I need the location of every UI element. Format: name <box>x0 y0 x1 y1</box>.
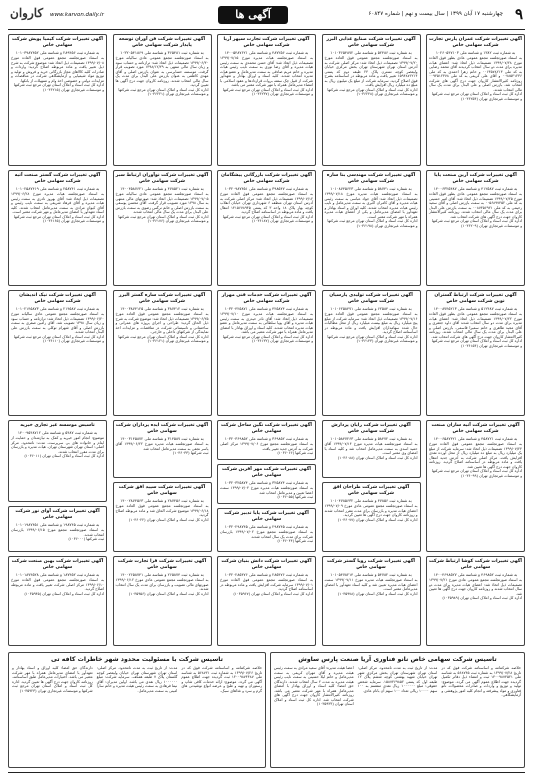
notice-footer: اداره کل ثبت اسناد و املاک استان تهران (۱۰۳۶۰۲۲) <box>128 517 209 522</box>
notice-box <box>8 506 107 552</box>
issue-date-line: چهارشنبه ۱۷ آبان ۱۳۹۹ | سال بیست و نهم | شماره ۶۰۸۴۷ <box>368 11 503 17</box>
page-header <box>8 4 525 30</box>
wide-notice-text: مدت: از تاریخ ثبت به مدت نامحدود. مرکز اصلی: استان تهران شهرستان تهران خیابان ولیعصر کوچه گلستان پلاک ۷ طبقه همکف. سرمایه شرکت: مبلغ ۱۰۰۰۰۰۰ ریال نقدی می باشد. اولین مدیران: آقای نیما فرهادی به سمت رئیس هیئت مدیره و خانم سارا امینی به سمت مدیرعامل. <box>96 666 178 693</box>
notice-footer: ثبت شرکتها (۱۰۳۶۰۶۶) <box>277 451 313 456</box>
notice-title: آگهی تغییرات شرکت پایا تدبیر شرکت سهامی خاص <box>224 511 309 522</box>
notice-footer: اداره کل ثبت اسناد و املاک استان تهران (۱۰۳۵۹۸۹) <box>442 596 522 601</box>
notice-registration: به شماره ثبت ۵۱۲۴۸۷ و شناسه ملی ۱۴۰۰۸۷۴۵۲۱۳ <box>433 306 518 311</box>
notice-footer: اداره کل ثبت اسناد و املاک استان تهران مرجع ثبت شرکتها و موسسات غیرتجاری تهران (۱۰۳۶۲۰۹) <box>431 219 522 228</box>
notice-body: به استناد صورتجلسه مجمع عمومی فوق العاده مورخ ۱۳۹۹/۰۷/۲۴ تصمیمات ذیل اتخاذ شد: سرمایه شرکت از مبلغ یک میلیارد ریال به مبلغ ده میلیارد ریال از محل آورده نقدی افزایش یافت. مرکز اصلی شرکت به آدرس جدید انتقال یافت و ماده مربوطه در اساسنامه اصلاح گردید. روزنامه کاروان جهت درج آگهی ها تعیین شد. <box>429 442 522 469</box>
notice-registration: به شماره ثبت ۴۷۸۵۲۱ و شناسه ملی ۱۴۰۰۴۵۸۷۶۲۱ <box>120 186 204 191</box>
wide-notice-right <box>270 652 525 768</box>
notice-registration: به شماره ثبت ۲۹۸۷۴۵ و شناسه ملی ۱۰۳۲۰۲۹۸۷۴۵ <box>224 524 309 529</box>
notice-box <box>113 420 212 478</box>
notice-footer: ثبت شرکتها (۱۰۳۶۰۳۳) <box>172 451 209 456</box>
notice-box <box>113 290 212 416</box>
notice-footer: اداره کل ثبت اسناد و املاک استان تهران مرجع ثبت شرکتها و موسسات غیرتجاری تهران (۱۰۳۶۰۹۹) <box>431 469 522 478</box>
notice-title: آگهی تغییرات شرکت نوآوران ارتباط سبز شرکت سهامی خاص <box>115 173 209 184</box>
notice-body: به استناد صورتجلسه مجمع عمومی فوق العاده مورخ ۱۳۹۹/۰۷/۲۰ تصمیمات ذیل اتخاذ شد: مرکز اصلی شرکت به آدرس استان تهران شهرستان تهران بخش مرکزی خیابان ولیعصر کوچه نسترن پلاک ۲۴ طبقه دوم کد پستی ۱۵۹۴۸۷۶۲۱۴ تغییر یافت و ماده مربوطه در اساسنامه بشرح فوق اصلاح گردید. سرمایه شرکت از مبلغ یک میلیون ریال به مبلغ ده میلیارد ریال افزایش یافت. <box>324 56 418 88</box>
notice-body: به استناد صورتجلسه مجمع عمومی فوق العاده مورخ ۱۳۹۹/۰۷/۰۱ سرمایه شرکت افزایش یافت و ماده مربوطه در اساسنامه اصلاح گردید. <box>220 578 313 592</box>
notice-body: به استناد صورتجلسه مجمع عمومی عادی مورخ ۱۳۹۹/۰۷/۲۱ تصمیمات ذیل اتخاذ شد: اعضای هیات مدیره برای مدت دو سال انتخاب شدند و روزنامه کاروان جهت درج آگهی ها تعیین شد. <box>429 578 522 596</box>
notice-box <box>426 420 525 552</box>
notice-body: به استناد صورتجلسه هیات مدیره مورخ ۱۳۹۹/۰۷/۱۰ تصمیمات ذیل اتخاذ شد: آقای نادر حیدری به سمت رئیس هیات مدیره و آقای پویا سلطانی به سمت مدیرعامل و عضو هیات مدیره انتخاب شدند. کلیه اسناد و اوراق بهادار با امضای مدیرعامل همراه با مهر شرکت معتبر می باشد. <box>220 312 313 335</box>
notice-body: به استناد صورتجلسه مجمع عمومی عادی سالیانه مورخ ۱۳۹۹/۰۶/۳۰ تصمیمات ذیل اتخاذ شد: ترازنامه و حساب سود و زیان سال مالی منتهی به ۱۳۹۸/۱۲/۲۹ مورد تصویب قرار گرفت. موسسه حسابرسی به عنوان بازرس اصلی و آقای مهدی کاظمی به عنوان بازرس علی البدل برای مدت یک سال مالی انتخاب شدند. روزنامه کاروان جهت درج آگهی ها تعیین گردید. <box>115 56 209 88</box>
website-url[interactable]: www.karvon.daily.ir <box>50 12 104 18</box>
notice-body: به استناد صورتجلسه هیات مدیره مورخ ۱۳۹۹/۰۷/۱۱ سمت اعضای هیات مدیره تعیین شد و کلیه اسناد تعهدآور با امضای مدیرعامل معتبر است. <box>324 578 418 592</box>
notice-body: به استناد صورتجلسه مجمع مورخ ۱۳۹۹/۰۷/۰۲ بازرسان شرکت برای مدت یک سال انتخاب شدند. <box>220 530 313 539</box>
notice-body: به استناد صورتجلسه مجمع عمومی فوق العاده مورخ ۱۳۹۹/۰۶/۱۸ موضوع شرکت الحاق شد و ماده مربوطه اصلاح گردید. <box>115 504 209 518</box>
notice-box <box>113 556 212 646</box>
wide-notice-columns <box>274 666 521 707</box>
notice-title: آگهی تغییرات شرکت فرا تجارت شرکت سهامی خاص <box>117 559 207 570</box>
notice-registration: به شماره ثبت ۲۵۸۷۴۱ و شناسه ملی ۱۰۱۰۲۵۸۷۴۱۹ <box>15 186 100 191</box>
notice-registration: به شماره ثبت ۱۸۷۴۵۲ و شناسه ملی ۱۰۱۰۱۸۷۴۵۲۸ <box>15 572 100 577</box>
notice-box <box>426 556 525 646</box>
notice-title: آگهی تغییرات شرکت آرین صنعت پایا شرکت سهامی خاص <box>434 173 517 184</box>
wide-notice-title: تاسیس شرکت سهامی خاص نانو فناوری آریا صنعت پارس ساوش <box>298 656 497 663</box>
notice-footer: اداره کل ثبت اسناد و املاک استان تهران (۱۰۳۵۹۶۷) <box>233 591 313 596</box>
notice-registration: به شماره ثبت ۴۶۹۸۵۲ و شناسه ملی ۱۴۰۰۴۶۹۸۵۲۷ <box>433 572 518 577</box>
notice-footer: اداره کل ثبت اسناد و املاک استان تهران مرجع ثبت شرکتها و موسسات غیرتجاری تهران (۱۰۳۶۱۴۳) <box>327 334 418 344</box>
notice-title: آگهی تغییرات شرکت سپید افق شرکت سهامی خاص <box>118 485 206 496</box>
notice-box <box>217 556 316 646</box>
notice-registration: به شماره ثبت ۱۳۸۲ و شناسه ملی ۱۰۲۶۰۵۴۷۱۰۳ <box>435 50 516 55</box>
notice-registration: به شماره ثبت ۳۶۵۴۸۱ و شناسه ملی ۱۰۳۲۰۵۴۱۸۶۹ <box>120 50 204 55</box>
notice-box <box>113 170 212 286</box>
notice-box <box>322 420 421 478</box>
notice-box <box>8 34 107 166</box>
notice-registration: به شماره ثبت ۵۲۴۸۶ و شناسه ملی ۱۰۱۰۳۶۵۴۸۷۲ <box>330 50 412 55</box>
notice-registration: به شماره ثبت ۲۶۵۸۷۴ و شناسه ملی ۱۴۰۰۲۶۵۸۷۴۱ <box>120 572 204 577</box>
notice-registration: به شماره ثبت ۳۲۵۸۷۴ و شناسه ملی ۱۰۳۲۰۳۲۵۸۷۴ <box>224 480 309 485</box>
notice-registration: به شماره ثبت ۲۸۹۴۵۶ و شناسه ملی ۱۰۱۰۳۹۸۷۴۵۲ <box>15 50 100 55</box>
notice-box <box>217 508 316 552</box>
notice-body: به استناد صورتجلسه مجمع عمومی فوق العاده مورخ ۱۳۹۹/۰۷/۱۲ تصمیمات ذیل اتخاذ شد: مرکز اصلی شرکت به آدرس استان تهران منطقه ۶ شهرداری تهران خیابان انقلاب کوچه بهار پلاک ۱۸ واحد ۳ کد پستی ۱۴۱۵۶۷۸۹۴۵ انتقال یافت و ماده مربوطه در اساسنامه اصلاح گردید. <box>220 192 313 215</box>
wide-notice-title: تاسیس شرکت با مسئولیت محدود شهر خاطرات کافه تی <box>51 656 223 663</box>
notice-title: آگهی تغییرات شرکت گستر صنعت آتیه شرکت سهامی خاص <box>14 173 101 184</box>
notice-title: آگهی تغییرات شرکت سازه گستر البرز شرکت سهامی خاص <box>118 293 206 304</box>
notice-body: به استناد صورتجلسه مجمع عمومی عادی سالیانه مورخ ۱۳۹۹/۰۷/۰۵ تصمیمات ذیل اتخاذ شد: صورتهای مالی منتهی به سال ۱۳۹۸ مورد تصویب قرار گرفت. آقای محسن یوسفی به سمت بازرس اصلی و خانم نرگس رضوی به سمت بازرس علی البدل برای مدت یک سال مالی انتخاب شدند. <box>115 192 209 215</box>
wide-notice-left <box>8 652 266 768</box>
notice-footer: ثبت شرکتها (۱۰۳۶۰۰۰) <box>68 537 104 542</box>
notice-title: آگهی تغییرات شرکت فن آوران توسعه پایدار شرکت سهامی خاص <box>118 37 206 48</box>
notice-body: به استناد صورتجلسه مجمع عمومی فوق العاده مورخ ۱۳۹۹/۰۷/۰۸ تصمیمات ذیل اتخاذ شد: موضوع شرکت به شرح ذیل تغییر یافت و ماده مربوطه اصلاح گردید: واردات و صادرات کلیه کالاهای مجاز بازرگانی خرید و فروش و تولید و توزیع مواد شیمیایی و آزمایشگاهی شرکت در مناقصات و مزایدات دولتی و خصوصی اخذ وام و تسهیلات از بانکها. <box>11 56 104 83</box>
wide-notice-text: خلاصه شرکتنامه و اساسنامه شرکت فوق که در تاریخ ۱۳۹۹/۰۷/۲۶ به شماره ثبت ۵۶۸۷۲۱ به شناسه ملی ۱۴۰۰۹۸۷۴۴۸۷ ثبت گردیده جهت اطلاع عموم آگهی می گردد. موضوع: ارائه خدمات کافی شاپ و رستوران و تهیه و طبخ و عرضه انواع نوشیدنی های گرم و سرد و غذاهای سبک. <box>181 666 262 693</box>
notice-footer: اداره کل ثبت اسناد و املاک استان تهران (۱۰۳۶۰۸۸) <box>337 455 418 460</box>
notice-title: آگهی تغییرات شرکت تجارت سپهر آریا شرکت سهامی خاص <box>223 37 310 48</box>
notice-registration: به شماره ثبت ۲۸۵۴۷۶ و شناسه ملی ۱۰۳۲۰۲۸۵۴۷۶ <box>224 572 309 577</box>
notice-body: به استناد صورتجلسه مجمع عمومی فوق العاده مورخ ۱۳۹۹/۰۶/۱۰ مرکز اصلی شرکت تغییر یافت و ماده مربوطه اصلاح گردید. <box>11 578 104 592</box>
notice-footer: اداره کل ثبت اسناد و املاک استان تهران مرجع ثبت شرکتها و موسسات غیرتجاری تهران (۱۰۳۶۱۹۸) <box>327 219 418 228</box>
notice-registration: به شماره ثبت ۳۱۴۵۸۷ و شناسه ملی ۱۴۰۰۳۱۴۵۸۷۲ <box>120 436 204 441</box>
notice-registration: به شماره ثبت ۴۲۵۸۷۴ و شناسه ملی ۱۰۳۲۰۴۲۵۸۷۱ <box>224 306 309 311</box>
newspaper-brand: کاروان <box>10 6 44 20</box>
notice-footer: اداره کل ثبت اسناد و املاک استان تهران (۱۰۳۶۰۷۷) <box>337 517 418 522</box>
notice-box <box>426 290 525 416</box>
notice-body: به استناد صورتجلسه مجمع عمومی عادی بطور فوق العاده مورخ ۱۳۹۹/۰۷/۲۵ تصمیمات ذیل اتخاذ شد: آقای امیر حسینی به کد ملی ۰۰۵۶۸۹۷۴۵۲ به سمت بازرس اصلی و آقای سعید رحیمی به کد ملی ۰۰۸۷۴۵۶۹۲۱ به سمت بازرس علی البدل برای مدت یک سال مالی انتخاب شدند. روزنامه کثیرالانتشار کاروان جهت درج آگهی های شرکت انتخاب شد. <box>429 192 523 219</box>
notice-box <box>217 34 316 166</box>
notice-box <box>8 170 107 286</box>
notice-box <box>322 556 421 646</box>
footer-rule <box>8 772 525 773</box>
notice-title: آگهی تغییرات شرکت خدمات فنی مهراز شرکت سهامی خاص <box>221 293 312 304</box>
notice-registration: به شماره ثبت ۱۹۸۷۴۵ و شناسه ملی ۱۰۱۰۱۹۸۷۴۵۱ <box>15 522 100 527</box>
notice-footer: اداره کل ثبت اسناد و املاک استان تهران (۱۰۳۵۹۷۸) <box>337 591 418 596</box>
notice-box <box>217 420 316 460</box>
notice-title: آگهی تغییرات شرکت آوای نور شرکت سهامی خاص <box>15 509 100 520</box>
notice-body: موضوع: انجام امور خیریه و کمک به نیازمندان و حمایت از ایتام و خانواده های بی سرپرست. مدت: نامحدود. مرکز اصلی: استان تهران شهرستان تهران. هیات مدیره و بازرسان برای مدت مقرر انتخاب شدند. <box>11 436 104 454</box>
notice-box <box>113 34 212 166</box>
notice-box <box>8 556 107 646</box>
notice-footer: اداره کل ثبت اسناد و املاک استان تهران مرجع ثبت شرکتها و موسسات غیرتجاری تهران (۱۰۳۶۱۶۵) <box>13 214 104 224</box>
notice-title: آگهی تغییرات شرکت مهر آفرین شرکت سهامی خاص <box>222 467 311 478</box>
notice-box <box>217 170 316 286</box>
notice-footer: اداره کل ثبت اسناد و املاک استان تهران (۱۰۳۶۰۱۱) <box>24 454 104 459</box>
notice-title: آگهی تغییرات شرکت ارتباط گستران نوین شرکت سهامی خاص <box>434 293 517 304</box>
notice-registration: به شماره ثبت ۳۹۸۵۴۷ و شناسه ملی ۱۰۳۲۰۹۸۷۴۵۱ <box>224 186 309 191</box>
notice-box <box>426 34 525 166</box>
notice-title: آگهی تغییرات شرکت صنایع غذایی البرز شرکت سهامی خاص <box>326 37 416 48</box>
notice-registration: به شماره ثبت ۵۸۴۷۲ و شناسه ملی ۱۰۱۰۵۸۴۷۲۶۳ <box>330 436 412 441</box>
notice-footer: اداره کل ثبت اسناد و املاک استان تهران مرجع ثبت شرکتها و موسسات غیرتجاری تهران (۱۰۳۶۲۵۴) <box>431 92 522 101</box>
notice-body: به استناد صورتجلسه مجمع عمومی فوق العاده مورخ ۱۳۹۹/۰۷/۱۶ تصمیمات ذیل اتخاذ شد: سرمایه شرکت از مبلغ پنج میلیارد ریال به مبلغ بیست میلیارد ریال از محل مطالبات حال شده سهامداران افزایش یافت و ماده مربوطه در اساسنامه اصلاح گردید. <box>324 312 418 335</box>
notice-box <box>322 482 421 552</box>
section-logo: آگهی ها <box>218 6 288 24</box>
notice-title: آگهی تغییرات شرکت تولیدی پارسیان شرکت سهامی خاص <box>329 293 413 304</box>
notice-registration: به شماره ثبت ۴۷۸۵۶ و شناسه ملی ۱۰۱۰۴۷۸۵۶۳۲ <box>330 498 412 503</box>
notice-body: به استناد صورتجلسه مجمع عمومی عادی بطور فوق العاده مورخ ۱۳۹۹/۰۷/۲۸ تصمیمات ذیل اتخاذ شد: اعضای هیات مدیره برای مدت دو سال انتخاب گردیدند آقای محمد رضایی به کد ملی ۰۰۶۴۵۷۸۲۱۳ و خانم زهرا احمدی به کد ملی ۰۰۷۸۵۴۱۲۳۶ و آقای علی کریمی به کد ملی ۰۰۹۴۵۱۲۳۷۸ روزنامه کثیرالانتشار کاروان جهت درج آگهی های شرکت انتخاب شد. بازرس اصلی و علی البدل برای مدت یک سال مالی انتخاب شدند. <box>429 56 522 92</box>
notice-footer: اداره کل ثبت اسناد و املاک استان تهران مرجع ثبت شرکتها و موسسات غیرتجاری تهران (۱۰۳۶۱۸۷) <box>222 214 313 224</box>
notice-body: به استناد صورتجلسه هیات مدیره مورخ ۱۳۹۹/۰۷/۱۴ آقای حمید اسدی به سمت مدیرعامل انتخاب شد و کلیه اسناد با امضای وی معتبر است. <box>324 442 418 456</box>
wide-notice-text: مدت: از تاریخ ثبت به مدت نامحدود. مرکز اصلی: استان تهران شهرستان تهران بخش مرکزی شهر تهران خیابان شهید بهشتی کوچه ششم پلاک ۱۲ طبقه اول کد پستی ۱۵۸۷۴۶۹۸۵۲. سرمایه شخص حقوقی: مبلغ ۱۰۰۰۰۰۰ ریال نقدی منقسم به ۱۰۰ سهم ۱۰۰۰۰ ریالی تعداد ۱۰۰ سهم آن بانام عادی. <box>357 666 438 693</box>
notice-title: آگهی تغییرات شرکت کوشا ارتباط شرکت سهامی خاص <box>429 559 522 570</box>
notice-title: آگهی تغییرات شرکت نیک اندیشان شرکت سهامی خاص <box>19 293 96 304</box>
notice-footer: ثبت شرکتها (۱۰۳۶۰۵۵) <box>277 495 313 500</box>
notice-title: آگهی تغییرات شرکت آتیه سازان صنعت شرکت سهامی خاص <box>431 423 520 434</box>
notice-footer: اداره کل ثبت اسناد و املاک استان تهران مرجع ثبت شرکتها و موسسات غیرتجاری تهران (۱۰۳۶۱۱۰) <box>13 334 104 344</box>
notice-box <box>217 290 316 416</box>
notice-title: آگهی تغییرات شرکت بهین صنعت شرکت سهامی خاص <box>11 559 104 570</box>
notice-footer: اداره کل ثبت اسناد و املاک استان تهران مرجع ثبت شرکتها و موسسات غیرتجاری تهران (۱۰۳۶۱۲۱) <box>118 334 209 344</box>
notice-body: به استناد صورتجلسه هیات مدیره مورخ ۱۳۹۹/۰۷/۱۵ تصمیمات ذیل اتخاذ شد: آقای حسن محمدی به سمت رئیس هیات مدیره و آقای رضا نوری به سمت نایب رئیس هیات مدیره و خانم مریم صادقی به سمت مدیرعامل و عضو هیات مدیره انتخاب شدند. کلیه اسناد و اوراق بهادار و تعهدآور شرکت از قبیل چک سفته بروات قراردادها و عقود اسلامی با امضاء مدیرعامل همراه با مهر شرکت معتبر می باشد. <box>220 56 313 88</box>
notice-registration: به شماره ثبت ۵۴۸۷ و شناسه ملی ۱۴۰۰۹۵۴۸۷۱۲ <box>17 430 98 435</box>
wide-notice-text: خلاصه شرکتنامه و اساسنامه شرکت فوق که در تاریخ ۱۳۹۹/۰۷/۲۸ به شماره ثبت ۵۶۸۷۴۵ به شناسه ملی ۱۴۰۰۹۸۷۴۵۲۱ ثبت و امضاء ذیل دفاتر تکمیل گردیده جهت اطلاع عموم آگهی می گردد. موضوع: تولید و توزیع و واردات و صادرات محصولات نانو فناوری و مواد پیشرفته و انجام کلیه امور پژوهشی و آزمایشگاهی. <box>441 666 521 698</box>
notice-box <box>217 464 316 504</box>
notice-title: آگهی تغییرات شرکت دانش بنیان شرکت سهامی خاص <box>221 559 312 570</box>
notice-box <box>322 170 421 286</box>
notice-body: به استناد صورتجلسه هیات مدیره مورخ ۱۳۹۹/۰۷/۰۴ سمت اعضا تعیین و مدیرعامل انتخاب شد. <box>220 486 314 495</box>
notice-registration: به شماره ثبت ۲۱۴۵۸۷ و شناسه ملی ۱۰۱۰۲۱۴۵۸۷۳ <box>15 306 100 311</box>
notice-title: آگهی تغییرات شرکت کیمیا پویش شرکت سهامی خاص <box>12 37 103 48</box>
notice-registration: به شماره ثبت ۴۱۲۵۸۷ و شناسه ملی ۱۴۰۰۶۳۲۵۴۸۷ <box>433 186 518 191</box>
notice-registration: به شماره ثبت ۴۵۸۷۲۱ و شناسه ملی ۱۴۰۰۶۵۸۷۴۲۱ <box>433 436 518 441</box>
notice-title: آگهی تغییرات شرکت نگین ساحل شرکت سهامی خاص <box>221 423 312 434</box>
notices-grid <box>8 34 525 646</box>
notice-box <box>322 34 421 166</box>
notice-registration: به شماره ثبت ۵۸۷۴۱ و شناسه ملی ۱۰۱۰۸۷۴۵۶۲۳ <box>330 186 412 191</box>
notice-footer: اداره کل ثبت اسناد و املاک استان تهران (۱۰۳۵۹۵۶) <box>128 591 209 596</box>
notice-body: به استناد صورتجلسه مجمع عمومی فوق العاده مورخ ۱۳۹۹/۰۶/۲۵ تصمیمات ذیل اتخاذ شد: موضوع شرکت به شرح ذیل الحاق گردید: طراحی و اجرای پروژه های عمرانی و ساختمانی و تاسیساتی شرکت در مناقصات و مزایدات اخذ نمایندگی از شرکتهای داخلی و خارجی. <box>115 312 209 335</box>
notice-registration: به شماره ثبت ۶۲۵۸۴ و شناسه ملی ۱۰۱۰۶۲۵۸۴۷۱ <box>330 306 412 311</box>
notice-box <box>426 170 525 286</box>
notice-footer: اداره کل ثبت اسناد و املاک استان تهران مرجع ثبت شرکتها و موسسات غیرتجاری تهران (۱۰۳۶۱۳۲) <box>222 334 313 344</box>
wide-notice-text: دارندگان حق امضا: کلیه اوراق و اسناد بهادار و تعهدآور با امضای مدیرعامل همراه با مهر شرکت معتبر می باشد. اختیارات مدیرعامل طبق اساسنامه. روزنامه کاروان جهت درج آگهی ها تعیین گردید. اداره کل ثبت اسناد و املاک استان تهران مرجع ثبت شرکتها و موسسات غیرتجاری تهران (۱۰۳۵۹۲۳) <box>11 666 93 693</box>
notice-registration: به شماره ثبت ۳۶۹۸۵۲ و شناسه ملی ۱۰۳۲۰۳۶۹۸۵۲ <box>224 436 309 441</box>
notice-body: به استناد صورتجلسه مجمع عمومی عادی سالیانه مورخ ۱۳۹۹/۰۶/۲۰ تصمیمات ذیل اتخاذ شد: ترازنامه و حساب سود و زیان سال ۱۳۹۸ تصویب شد. آقای رامین صفری به سمت بازرس اصلی و آقای شهرام توکلی به سمت بازرس علی البدل انتخاب شدند. <box>11 312 104 335</box>
notice-registration: به شماره ثبت ۲۸۷۴۵۶ و شناسه ملی ۱۴۰۰۲۸۷۴۵۶۳ <box>120 498 204 503</box>
notice-footer: اداره کل ثبت اسناد و املاک استان تهران مرجع ثبت شرکتها و موسسات غیرتجاری تهران (۱۰۳۶۱۵۴) <box>431 339 522 348</box>
page-number: ۹ <box>514 5 523 23</box>
notice-footer: اداره کل ثبت اسناد و املاک استان تهران مرجع ثبت شرکتها و موسسات غیرتجاری تهران (۱۰۳۶۲۳۷) <box>222 87 313 97</box>
notice-body: به استناد صورتجلسه مجمع عمومی عادی مورخ ۱۳۹۹/۰۷/۰۹ اعضای هیات مدیره و بازرسان برای مدت مقرر انتخاب شدند و روزنامه کاروان جهت درج آگهی ها تعیین گردید. <box>324 504 418 518</box>
notice-body: به استناد صورتجلسه مجمع مورخ ۱۳۹۹/۰۶/۱۵ بازرسان انتخاب شدند. <box>11 528 104 537</box>
notice-title: آگهی تغییرات شرکت رویا گستر شرکت سهامی خاص <box>327 559 415 570</box>
notice-body: به استناد صورتجلسه هیات مدیره مورخ ۱۳۹۹/۰۶/۲۲ آقای یاسر نجفی به سمت مدیرعامل انتخاب شد. <box>115 442 209 451</box>
notice-registration: به شماره ثبت ۴۸۷۲۵۶ و شناسه ملی ۱۴۰۰۵۴۸۷۶۲۱ <box>224 50 309 55</box>
notice-body: به استناد صورتجلسه مجمع مورخ ۱۳۹۹/۰۷/۰۶ مرکز اصلی شرکت به آدرس جدید تغییر یافت. <box>220 442 313 451</box>
notice-registration: به شماره ثبت ۵۴۷۸۲ و شناسه ملی ۱۰۱۰۵۴۷۸۲۱۴ <box>330 572 412 577</box>
notice-registration: به شماره ثبت ۳۸۷۴۱۲ و شناسه ملی ۱۴۰۰۳۸۷۴۱۲۵ <box>120 306 204 311</box>
notice-footer: اداره کل ثبت اسناد و املاک استان تهران (۱۰۳۵۹۴۵) <box>24 591 104 596</box>
notice-body: به استناد صورتجلسه هیات مدیره مورخ ۱۳۹۹/۰۶/۲۸ تصمیمات ذیل اتخاذ شد: آقای بهروز نادری به سمت رئیس هیات مدیره و آقای فرهاد شریفی به سمت نایب رئیس و آقای کیوان مرادی به سمت مدیرعامل انتخاب شدند. کلیه اسناد تعهدآور با امضای مدیرعامل و مهر شرکت معتبر است. <box>11 192 104 215</box>
notice-title: تاسیس موسسه غیر تجاری خیریه <box>20 423 95 428</box>
notice-title: آگهی تغییرات شرکت ایده پردازان شرکت سهامی خاص <box>115 423 209 434</box>
notice-title: آگهی تغییرات شرکت طراحان افق شرکت سهامی خاص <box>332 485 410 496</box>
notice-body: به استناد صورتجلسه مجمع عمومی عادی مورخ ۱۳۹۹/۰۶/۱۲ صورتهای مالی تصویب و بازرسان برای مدت یک سال انتخاب شدند. <box>115 578 209 592</box>
notice-body: به استناد صورتجلسه هیات مدیره مورخ ۱۳۹۹/۰۷/۱۸ تصمیمات ذیل اتخاذ شد: آقای جواد عباسی به سمت رئیس هیات مدیره و آقای کامران اکبری به سمت مدیرعامل و نایب رئیس هیات مدیره انتخاب شدند. کلیه اوراق و اسناد بهادار و تعهدآور با امضای مدیرعامل و یکی از اعضای هیات مدیره همراه با مهر شرکت معتبر است. <box>324 192 418 219</box>
notice-title: آگهی تغییرات شرکت عمران پارس تجارت شرکت سهامی خاص <box>429 37 522 48</box>
notice-box <box>8 420 107 502</box>
notice-box <box>8 290 107 416</box>
notice-title: آگهی تغییرات شرکت بازرگانی پیشگامان شرکت سهامی خاص <box>220 173 313 184</box>
notice-footer: ثبت شرکتها (۱۰۳۶۰۴۴) <box>277 539 313 544</box>
wide-notice-text: اعضا هیئت مدیره: آقای سعید مرادی به سمت رئیس هیئت مدیره و آقای مهران کریمی به سمت مدیرعامل و خانم لیلا حسینی به سمت نایب رئیس هیئت مدیره به مدت ۲ سال انتخاب شدند. دارندگان حق امضا: کلیه اسناد و اوراق بهادار با امضای مدیرعامل همراه با مهر شرکت معتبر می باشد. روزنامه کثیرالانتشار کاروان جهت درج آگهی های شرکت انتخاب شد. اداره کل ثبت اسناد و املاک استان تهران (۱۰۳۵۹۳۴) <box>273 666 354 707</box>
notice-footer: اداره کل ثبت اسناد و املاک استان تهران مرجع ثبت شرکتها و موسسات غیرتجاری تهران (۱۰۳۶۲۱۵) <box>13 83 104 92</box>
notice-body: به استناد صورتجلسه مجمع عمومی عادی بطور فوق العاده مورخ ۱۳۹۹/۰۷/۲۲ تصمیمات ذیل اتخاذ شد: اعضای هیات مدیره برای مدت دو سال انتخاب شدند آقای داود جعفری و آقای مجید طاهری و خانم سمیرا قاسمی. بازرس اصلی و علی البدل برای مدت یک سال مالی انتخاب شدند. روزنامه کثیرالانتشار کاروان جهت درج آگهی های شرکت انتخاب شد. <box>429 312 522 339</box>
notice-title: آگهی تغییرات شرکت مهندسی بنا سازه شرکت سهامی خاص <box>326 173 416 184</box>
notice-box <box>113 482 212 552</box>
wide-notice-columns <box>12 666 262 693</box>
notice-footer: اداره کل ثبت اسناد و املاک استان تهران مرجع ثبت شرکتها و موسسات غیرتجاری تهران (۱۰۳۶۱۷۶) <box>118 214 209 224</box>
notice-footer: اداره کل ثبت اسناد و املاک استان تهران مرجع ثبت شرکتها و موسسات غیرتجاری تهران (۱۰۳۶۲۲۱) <box>118 87 209 97</box>
notice-box <box>322 290 421 416</box>
notice-footer: اداره کل ثبت اسناد و املاک استان تهران مرجع ثبت شرکتها و موسسات غیرتجاری تهران (۱۰۳۶۲۴۸) <box>327 87 418 97</box>
notice-title: آگهی تغییرات شرکت رایان پردازش شرکت سهامی خاص <box>331 423 411 434</box>
